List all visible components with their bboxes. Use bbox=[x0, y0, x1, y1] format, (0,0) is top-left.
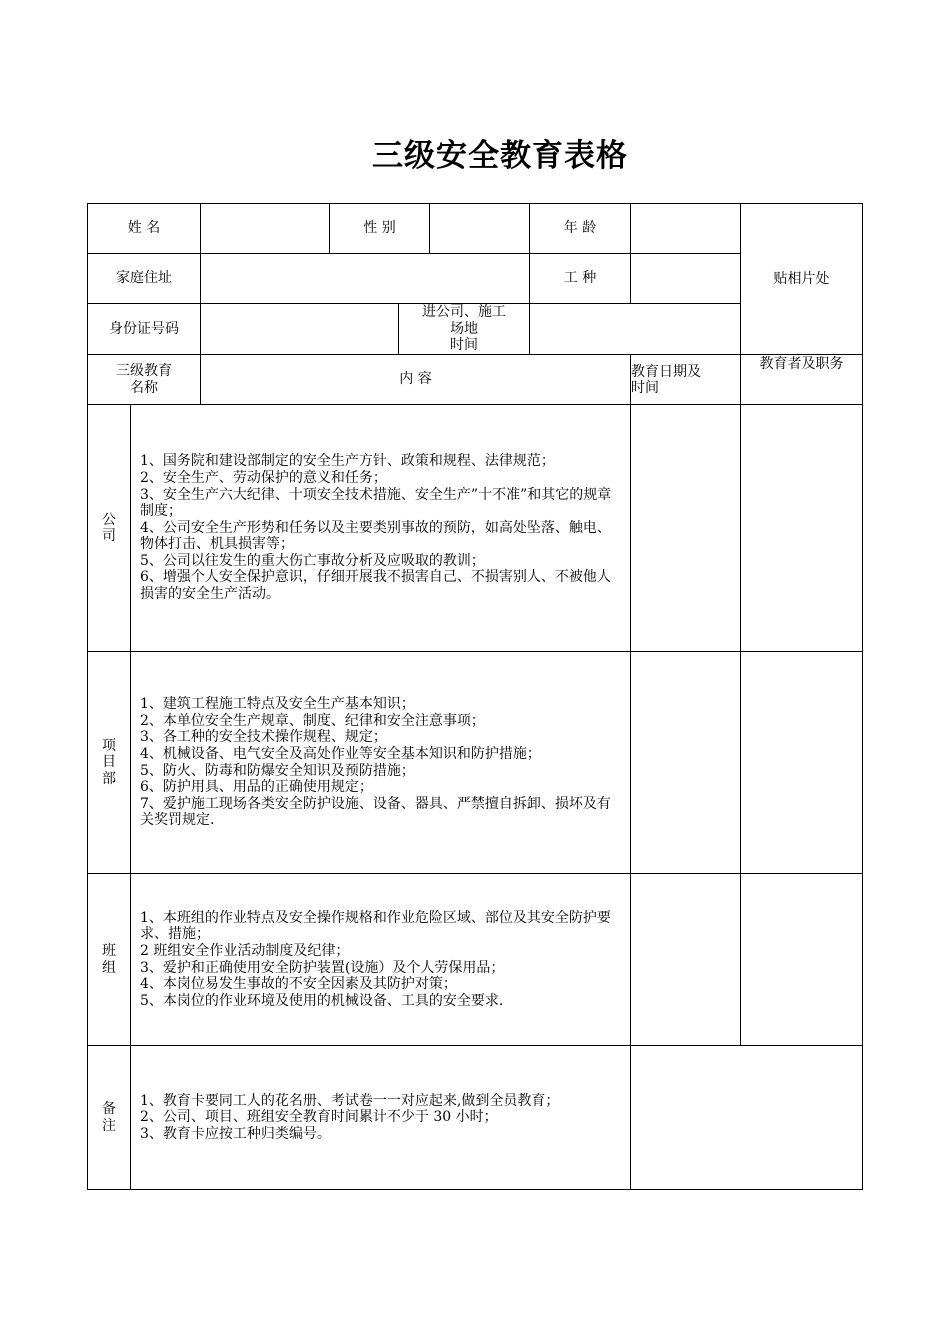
name-field[interactable] bbox=[200, 203, 330, 254]
document-title: 三级安全教育表格 bbox=[372, 138, 628, 174]
date-header bbox=[630, 354, 741, 405]
content-item: 6、防护用具、用品的正确使用规定； bbox=[140, 779, 373, 796]
id-field[interactable] bbox=[200, 303, 399, 355]
content-item: 5、防火、防毒和防爆安全知识及预防措施； bbox=[140, 762, 415, 779]
date-header-line2: 时间 bbox=[631, 380, 659, 396]
content-item: 5、公司以往发生的重大伤亡事故分析及应吸取的教训； bbox=[140, 552, 485, 569]
section-content-remarks bbox=[130, 1045, 631, 1190]
content-item: 2、本单位安全生产规章、制度、纪律和安全注意事项； bbox=[140, 712, 485, 729]
section-name-remarks bbox=[87, 1045, 131, 1190]
job-field[interactable] bbox=[630, 253, 741, 304]
content-list bbox=[140, 910, 622, 1010]
content-item: 4、公司安全生产形势和任务以及主要类别事故的预防，如高处坠落、触电、物体打击、机具损害等； bbox=[140, 519, 611, 553]
address-field[interactable] bbox=[200, 253, 530, 304]
content-item: 3、安全生产六大纪律、十项安全技术措施、安全生产”十不准”和其它的规章制度； bbox=[140, 486, 612, 520]
content-item: 2 班组安全作业活动制度及纪律； bbox=[140, 942, 350, 959]
job-label: 工 种 bbox=[529, 253, 631, 304]
content-item: 4、本岗位易发生事故的不安全因素及其防护对策； bbox=[140, 976, 457, 993]
section-content-team bbox=[130, 873, 631, 1046]
date-field-team[interactable] bbox=[630, 873, 741, 1046]
gender-field[interactable] bbox=[429, 203, 530, 254]
date-field-company[interactable] bbox=[630, 404, 741, 652]
name-label: 姓 名 bbox=[87, 203, 201, 254]
section-char: 班 bbox=[102, 943, 116, 959]
address-label: 家庭住址 bbox=[87, 253, 201, 304]
entry-date-label bbox=[398, 303, 530, 355]
id-label: 身份证号码 bbox=[87, 303, 201, 355]
content-item: 5、本岗位的作业环境及使用的机械设备、工具的安全要求. bbox=[140, 992, 504, 1009]
section-char: 项 bbox=[102, 737, 116, 754]
level-name-header bbox=[87, 354, 201, 405]
content-list bbox=[140, 696, 622, 829]
content-item: 1、教育卡要同工人的花名册、考试卷一一对应起来,做到全员教育； bbox=[140, 1092, 560, 1109]
content-item: 3、爱护和正确使用安全防护装置(设施）及个人劳保用品； bbox=[140, 959, 505, 976]
educator-header: 教育者及职务 bbox=[740, 354, 863, 405]
section-name-company bbox=[87, 404, 131, 652]
section-char: 注 bbox=[102, 1117, 116, 1134]
date-field-project[interactable] bbox=[630, 651, 741, 874]
content-item: 3、各工种的安全技术操作规程、规定； bbox=[140, 729, 387, 746]
entry-date-label-line3: 时间 bbox=[450, 337, 478, 354]
photo-placeholder: 贴相片处 bbox=[740, 203, 863, 355]
content-item: 1、建筑工程施工特点及安全生产基本知识； bbox=[140, 696, 415, 713]
remarks-side-field[interactable] bbox=[630, 1045, 863, 1190]
content-item: 7、爱护施工现场各类安全防护设施、设备、器具、严禁擅自拆卸、损坏及有关奖罚规定. bbox=[140, 795, 611, 829]
educator-field-project[interactable] bbox=[740, 651, 863, 874]
level-name-header-line2: 名称 bbox=[130, 379, 158, 396]
date-header-line1: 教育日期及 bbox=[631, 363, 701, 380]
section-name-team bbox=[87, 873, 131, 1046]
content-list bbox=[140, 1093, 559, 1143]
educator-field-company[interactable] bbox=[740, 404, 863, 652]
section-name-project bbox=[87, 651, 131, 874]
section-char: 公 bbox=[102, 511, 116, 528]
content-item: 6、增强个人安全保护意识，仔细开展我不损害自己、不损害别人、不被他人损害的安全生产活动。 bbox=[140, 569, 611, 603]
section-content-company bbox=[130, 404, 631, 652]
level-name-header-line1: 三级教育 bbox=[116, 363, 172, 379]
section-char: 部 bbox=[102, 770, 116, 787]
section-char: 备 bbox=[102, 1101, 116, 1117]
content-item: 4、机械设备、电气安全及高处作业等安全基本知识和防护措施； bbox=[140, 745, 541, 762]
content-header: 内 容 bbox=[200, 354, 631, 405]
content-item: 2、安全生产、劳动保护的意义和任务； bbox=[140, 469, 387, 486]
section-char: 司 bbox=[102, 528, 116, 544]
gender-label: 性 别 bbox=[329, 203, 430, 254]
entry-date-field[interactable] bbox=[529, 303, 741, 355]
section-content-project bbox=[130, 651, 631, 874]
content-item: 3、教育卡应按工种归类编号。 bbox=[140, 1125, 331, 1142]
entry-date-label-line2: 场地 bbox=[450, 320, 478, 337]
entry-date-label-line1: 进公司、施工 bbox=[422, 304, 506, 321]
educator-field-team[interactable] bbox=[740, 873, 863, 1046]
content-item: 1、国务院和建设部制定的安全生产方针、政策和规程、法律规范； bbox=[140, 453, 555, 470]
section-char: 组 bbox=[102, 959, 116, 976]
content-item: 1、本班组的作业特点及安全操作规格和作业危险区域、部位及其安全防护要求、措施； bbox=[140, 909, 611, 943]
content-list bbox=[140, 453, 622, 602]
section-char: 目 bbox=[102, 754, 116, 771]
content-item: 2、公司、项目、班组安全教育时间累计不少于 30 小时； bbox=[140, 1109, 498, 1126]
age-label: 年 龄 bbox=[529, 203, 631, 254]
age-field[interactable] bbox=[630, 203, 741, 254]
